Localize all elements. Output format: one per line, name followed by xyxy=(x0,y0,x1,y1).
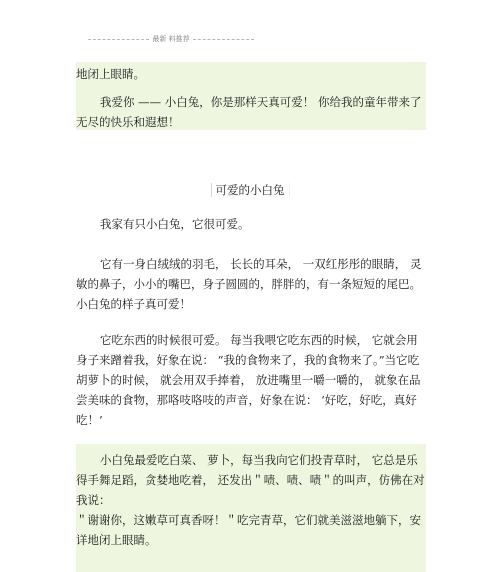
paragraph: 它有一身白绒绒的羽毛， 长长的耳朵， 一双红彤彤的眼睛， 灵敏的鼻子，小小的嘴巴，身子圆圆的，胖胖的，有一条短短的尾巴。小白兔的样子真可爱！ xyxy=(76,257,422,311)
article-title xyxy=(0,180,500,200)
paragraph: 我爱你 —— 小白兔，你是那样天真可爱！ 你给我的童年带来了无尽的快乐和遐想！ xyxy=(76,95,422,129)
section-3 xyxy=(76,254,426,314)
paragraph: 我家有只小白兔，它很可爱。 xyxy=(100,217,250,231)
header-rule-right xyxy=(193,39,254,40)
article-title-text: 可爱的小白兔 xyxy=(211,183,290,197)
header-text: 最新 料推荐 xyxy=(152,35,190,43)
paragraph: 它吃东西的时候很可爱。 每当我喂它吃东西的时候， 它就会用身子来蹭着我，好象在说： “我的食物来了，我的食物来了。”当它吃胡萝卜的时候， 就会用双手捧着， 放进嘴里一嚼一嚼的， 就象在品尝美味的食物，那咯吱咯吱的声音，好象在说： ‘好吃，好吃，真好吃！’ xyxy=(76,333,421,427)
section-1 xyxy=(76,62,426,130)
section-5 xyxy=(76,444,426,572)
paragraph: ＂谢谢你，这嫩草可真香呀！＂吃完青草，它们就美滋滋地躺下，安详地闭上眼睛。 xyxy=(76,513,421,547)
paragraph: 地闭上眼睛。 xyxy=(76,67,145,81)
section-2 xyxy=(76,214,426,236)
paragraph: 小白兔最爱吃白菜、 萝卜，每当我向它们投青草时， 它总是乐得手舞足蹈，贪婪地吃着， 还发出＂啧、啧、啧＂的叫声，仿佛在对我说： xyxy=(76,453,425,507)
section-4 xyxy=(76,330,426,434)
page-header xyxy=(88,32,254,46)
header-rule-left xyxy=(88,39,149,40)
